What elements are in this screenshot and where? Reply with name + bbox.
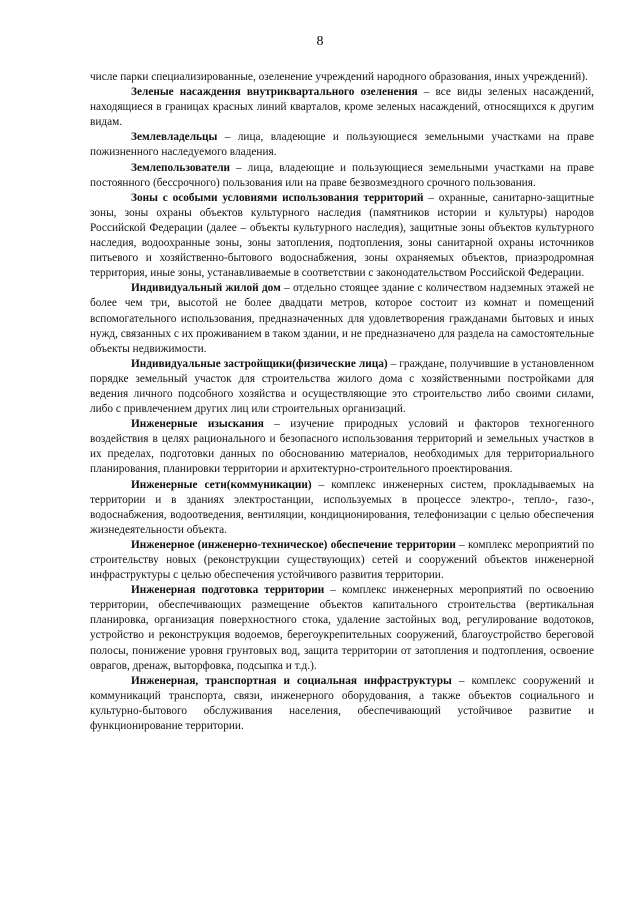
definition-term: Инженерное (инженерно-техническое) обеспечение территории xyxy=(131,538,456,551)
definition-text: – охранные, санитарно-защитные зоны, зоны охраны объектов культурного наследия (памятников истории и культуры) народов Российской Федерации (далее – объекты культурного наследия), защитные зоны объектов культурного наследия, водоохранные зоны, зоны затопления, подтопления, зоны санитарной охраны источников питьевого и хозяйственно-бытового водоснабжения, зоны охраняемых объектов, приаэродромная территория, иные зоны, устанавливаемые в соответствии с законодательством Российской Федерации. xyxy=(90,191,594,280)
definition-entry xyxy=(90,674,594,734)
definition-text: – лица, владеющие и пользующиеся земельными участками на праве постоянного (бессрочного) пользования или на праве безвозмездного срочного пользования. xyxy=(90,161,594,189)
definition-term: Индивидуальный жилой дом xyxy=(131,282,281,295)
definition-entry xyxy=(90,161,594,191)
definition-text: – комплекс мероприятий по строительству новых (реконструкции существующих) сетей и сооружений объектов инженерной инфраструктуры с целью обеспечения устойчивого развития территории. xyxy=(90,538,594,582)
definition-text: – все виды зеленых насаждений, находящиеся в границах красных линий кварталов, кроме зеленых насаждений, относящихся к другим видам. xyxy=(90,86,595,129)
definition-entry xyxy=(90,357,594,417)
definition-term: Инженерные сети(коммуникации) xyxy=(131,478,312,491)
page-number: 8 xyxy=(316,34,324,49)
definition-term: Зоны с особыми условиями использования территорий xyxy=(131,191,424,204)
definition-entry xyxy=(90,191,594,282)
document-body xyxy=(90,70,594,734)
definition-text: – комплекс сооружений и коммуникаций транспорта, связи, инженерного оборудования, а также объектов социального и культурно-бытового обслуживания населения, обеспечивающий устойчивое развитие и функционирование территории. xyxy=(90,674,594,733)
definition-term: Инженерные изыскания xyxy=(131,418,264,431)
definition-term: Землепользователи xyxy=(131,161,231,174)
continuation-paragraph: числе парки специализированные, озеленение учреждений народного образования, иных учреждений). xyxy=(90,71,588,83)
definition-entry xyxy=(90,85,594,130)
definition-entry xyxy=(90,478,594,538)
definition-term: Индивидуальные застройщики(физические лица) xyxy=(131,357,388,370)
definition-entry xyxy=(90,583,594,674)
definition-entry xyxy=(90,130,594,160)
definition-entry xyxy=(90,281,594,356)
definition-text: – изучение природных условий и факторов техногенного воздействия в целях рационального и безопасного использования территорий и земельных участков в их пределах, подготовки данных по обоснованию материалов, необходимых для территориального планирования, планировки территории и архитектурно-строительного проектирования. xyxy=(90,418,594,476)
definition-text: – комплекс инженерных систем, прокладываемых на территории и в зданиях электростанции, используемых в процессе электро-, тепло-, газо-, водоснабжения, водоотведения, вентиляции, кондиционирования, телефонизации с целью обеспечения жизнедеятельности объекта. xyxy=(90,478,594,536)
definition-term: Зеленые насаждения внутриквартального озеленения xyxy=(131,86,418,99)
definition-text: – комплекс инженерных мероприятий по освоению территории, обеспечивающих размещение объектов капитального строительства (вертикальная планировка, организация поверхностного стока, удаление застойных вод, регулирование водотоков, устройство и реконструкция водоемов, берегоукрепительных сооружений, благоустройство береговой полосы, понижение уровня грунтовых вод, защита территории от затопления и подтопления, освоение оврагов, дренаж, выторфовка, подсыпка и т.д.). xyxy=(90,584,595,672)
definition-term: Инженерная, транспортная и социальная инфраструктуры xyxy=(131,674,452,687)
definition-entry xyxy=(90,417,594,477)
definition-term: Землевладельцы xyxy=(131,131,218,144)
definition-text: – отдельно стоящее здание с количеством надземных этажей не более чем три, высотой не более двадцати метров, которое состоит из комнат и помещений вспомогательного использования, предназначенных для удовлетворения гражданами бытовых и иных нужд, связанных с их проживанием в таком здании, и не предназначено для раздела на самостоятельные объекты недвижимости. xyxy=(90,282,594,355)
definition-term: Инженерная подготовка территории xyxy=(131,584,325,597)
definition-entry xyxy=(90,538,594,583)
definition-text: – граждане, получившие в установленном порядке земельный участок для строительства жилого дома с хозяйственными постройками для ведения личного подсобного хозяйства и осуществляющие это строительство либо своими силами, либо с привлечением других лиц или строительных организаций. xyxy=(90,357,594,416)
definition-text: – лица, владеющие и пользующиеся земельными участками на праве пожизненного наследуемого владения. xyxy=(90,131,594,159)
